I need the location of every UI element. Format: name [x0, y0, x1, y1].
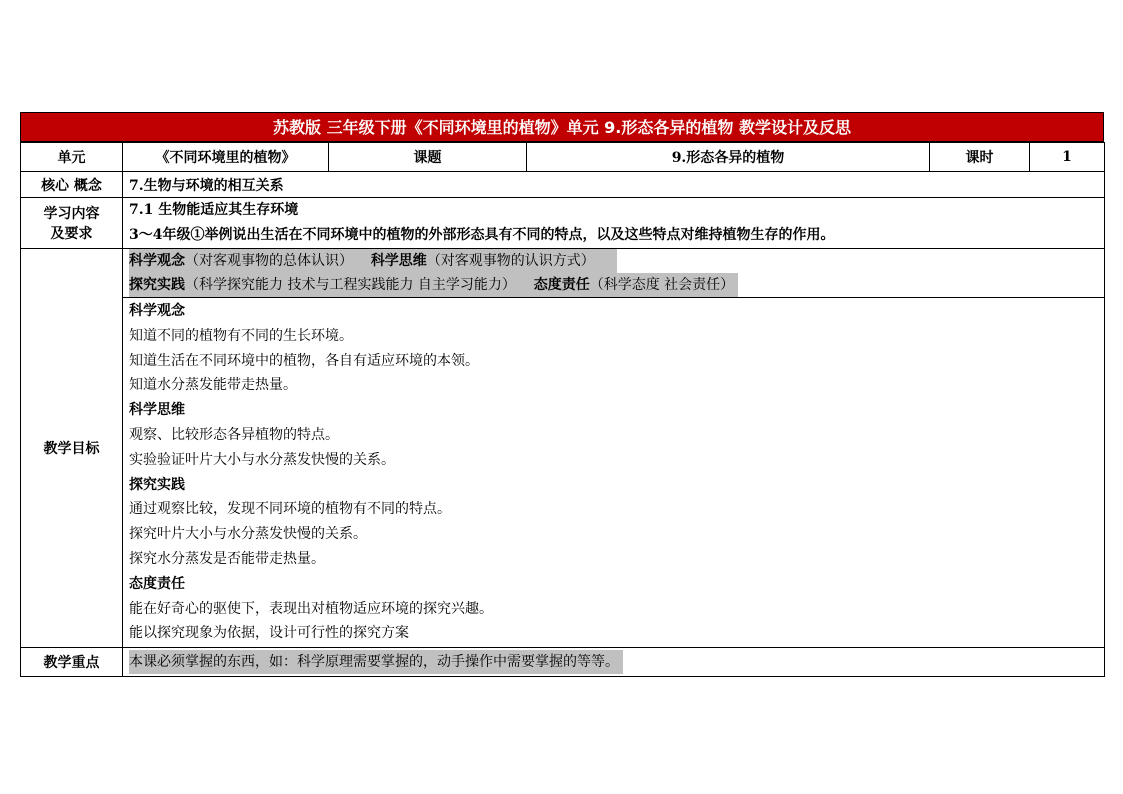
- section-heading: 态度责任: [129, 575, 185, 592]
- content-line2: 3～4年级①举例说出生活在不同环境中的植物的外部形态具有不同的特点，以及这些特点对维持植物生存的作用。: [129, 227, 835, 243]
- content-label-line1: 学习内容: [43, 206, 100, 222]
- section-heading: 科学思维: [129, 402, 185, 419]
- summary-practice-bold: 探究实践: [129, 277, 185, 293]
- section-heading: 探究实践: [129, 476, 185, 493]
- content-label-line2: 及要求: [50, 226, 93, 242]
- content-requirements-label: [21, 198, 123, 249]
- list-item: 实验验证叶片大小与水分蒸发快慢的关系。: [129, 451, 395, 468]
- summary-concept-desc: （对客观事物的总体认识）: [185, 253, 353, 269]
- core-concept-label: 核心 概念: [21, 172, 123, 198]
- objectives-detail: [123, 298, 1105, 648]
- unit-label: 单元: [21, 143, 123, 172]
- key-points-row: [21, 648, 1105, 677]
- content-requirements-value: [123, 198, 1105, 249]
- list-item: 观察、比较形态各异植物的特点。: [129, 426, 339, 443]
- objectives-summary-row: [21, 249, 1105, 298]
- core-concept-value: 7.生物与环境的相互关系: [123, 172, 1105, 198]
- unit-value: 《不同环境里的植物》: [123, 143, 329, 172]
- content-line1: 7.1 生物能适应其生存环境: [129, 202, 299, 218]
- core-concept-row: [21, 172, 1105, 198]
- lesson-plan-document: [20, 112, 1104, 677]
- summary-practice-desc: （科学探究能力 技术与工程实践能力 自主学习能力）: [185, 277, 516, 293]
- period-label: 课时: [930, 143, 1030, 172]
- key-points-label: 教学重点: [21, 648, 123, 677]
- list-item: 通过观察比较，发现不同环境的植物有不同的特点。: [129, 501, 451, 518]
- objectives-detail-row: [21, 298, 1105, 648]
- summary-concept-bold: 科学观念: [129, 253, 185, 269]
- document-title: 苏教版 三年级下册《不同环境里的植物》单元 9.形态各异的植物 教学设计及反思: [20, 112, 1104, 142]
- section-heading: 科学观念: [129, 303, 185, 319]
- content-requirements-row: [21, 198, 1105, 249]
- list-item: 知道生活在不同环境中的植物，各自有适应环境的本领。: [129, 352, 479, 369]
- list-item: 探究叶片大小与水分蒸发快慢的关系。: [129, 526, 367, 543]
- lesson-plan-table: [20, 142, 1105, 677]
- list-item: 探究水分蒸发是否能带走热量。: [129, 550, 325, 567]
- summary-thinking-desc: （对客观事物的认识方式）: [426, 253, 595, 269]
- key-points-cell: [123, 648, 1105, 677]
- summary-line1-highlight: [129, 249, 617, 273]
- period-value: 1: [1030, 143, 1105, 172]
- summary-attitude-desc: （科学态度 社会责任）: [589, 277, 735, 293]
- key-points-value: 本课必须掌握的东西，如：科学原理需要掌握的，动手操作中需要掌握的等等。: [129, 650, 623, 674]
- summary-attitude-bold: 态度责任: [533, 277, 590, 293]
- summary-thinking-bold: 科学思维: [370, 253, 427, 269]
- header-row: [21, 143, 1105, 172]
- list-item: 知道水分蒸发能带走热量。: [129, 377, 297, 394]
- objectives-label: 教学目标: [21, 249, 123, 648]
- list-item: 知道不同的植物有不同的生长环境。: [129, 327, 353, 344]
- lesson-value: 9.形态各异的植物: [527, 143, 930, 172]
- lesson-label: 课题: [329, 143, 527, 172]
- objectives-summary: [123, 249, 1105, 298]
- list-item: 能以探究现象为依据，设计可行性的探究方案: [129, 625, 409, 642]
- summary-line2-highlight: [129, 273, 738, 297]
- list-item: 能在好奇心的驱使下，表现出对植物适应环境的探究兴趣。: [129, 600, 493, 617]
